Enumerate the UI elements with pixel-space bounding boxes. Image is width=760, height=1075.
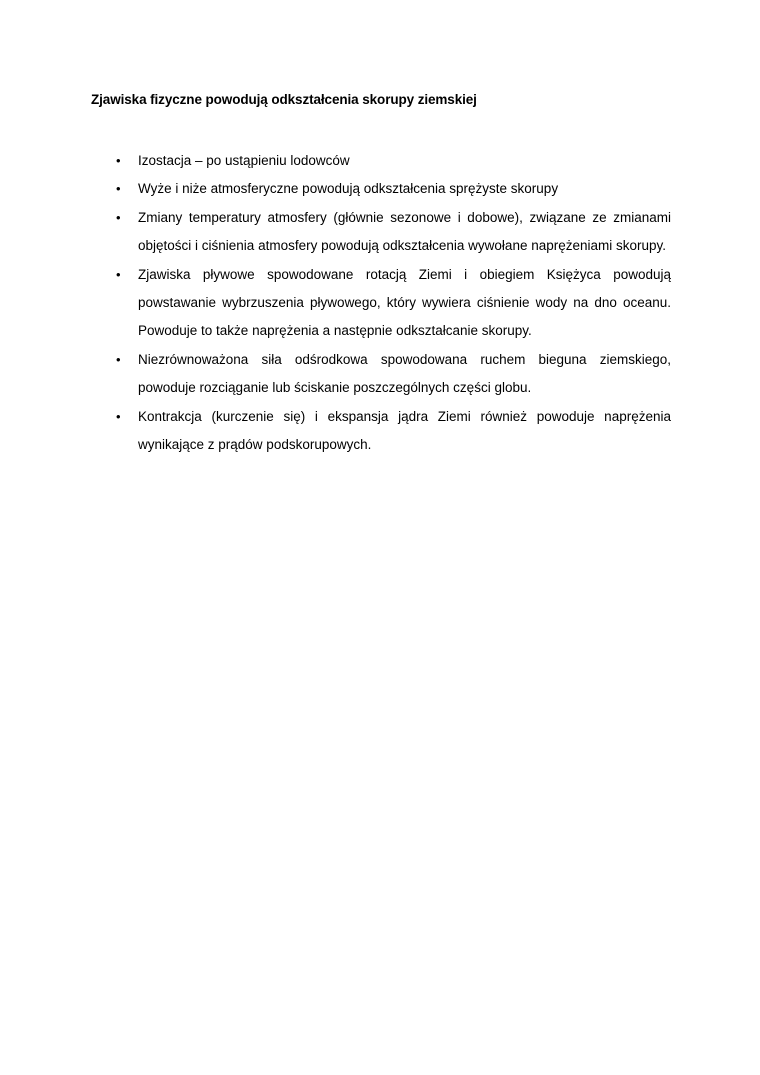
list-item xyxy=(116,346,671,403)
bullet-icon: • xyxy=(116,209,121,225)
bullet-icon: • xyxy=(116,351,121,367)
list-item xyxy=(116,204,671,261)
list-item-text: Niezrównoważona siła odśrodkowa spowodowana ruchem bieguna ziemskiego, powoduje rozciąganie lub ściskanie poszczególnych części globu. xyxy=(138,351,671,396)
bullet-icon: • xyxy=(116,181,121,197)
page-title: Zjawiska fizyczne powodują odkształcenia skorupy ziemskiej xyxy=(91,92,477,107)
list-item-text: Kontrakcja (kurczenie się) i ekspansja jądra Ziemi również powoduje naprężenia wynikające z prądów podskorupowych. xyxy=(138,408,671,453)
list-item xyxy=(116,403,671,460)
list-item-text: Izostacja – po ustąpieniu lodowców xyxy=(138,153,350,168)
list-item xyxy=(116,147,671,175)
bullet-list xyxy=(116,147,671,459)
list-item-text: Wyże i niże atmosferyczne powodują odkształcenia sprężyste skorupy xyxy=(138,181,559,197)
bullet-icon: • xyxy=(116,153,121,168)
list-item xyxy=(116,261,671,346)
list-item-text: Zmiany temperatury atmosfery (głównie sezonowe i dobowe), związane ze zmianami objętości i ciśnienia atmosfery powodują odkształcenia wywołane naprężeniami skorupy. xyxy=(138,209,671,254)
list-item xyxy=(116,175,671,203)
list-item-text: Zjawiska pływowe spowodowane rotacją Ziemi i obiegiem Księżyca powodują powstawanie wybrzuszenia pływowego, który wywiera ciśnienie wody na dno oceanu. Powoduje to także naprężenia a następnie odkształcanie skorupy. xyxy=(138,266,671,339)
bullet-icon: • xyxy=(116,266,121,282)
bullet-icon: • xyxy=(116,408,121,424)
